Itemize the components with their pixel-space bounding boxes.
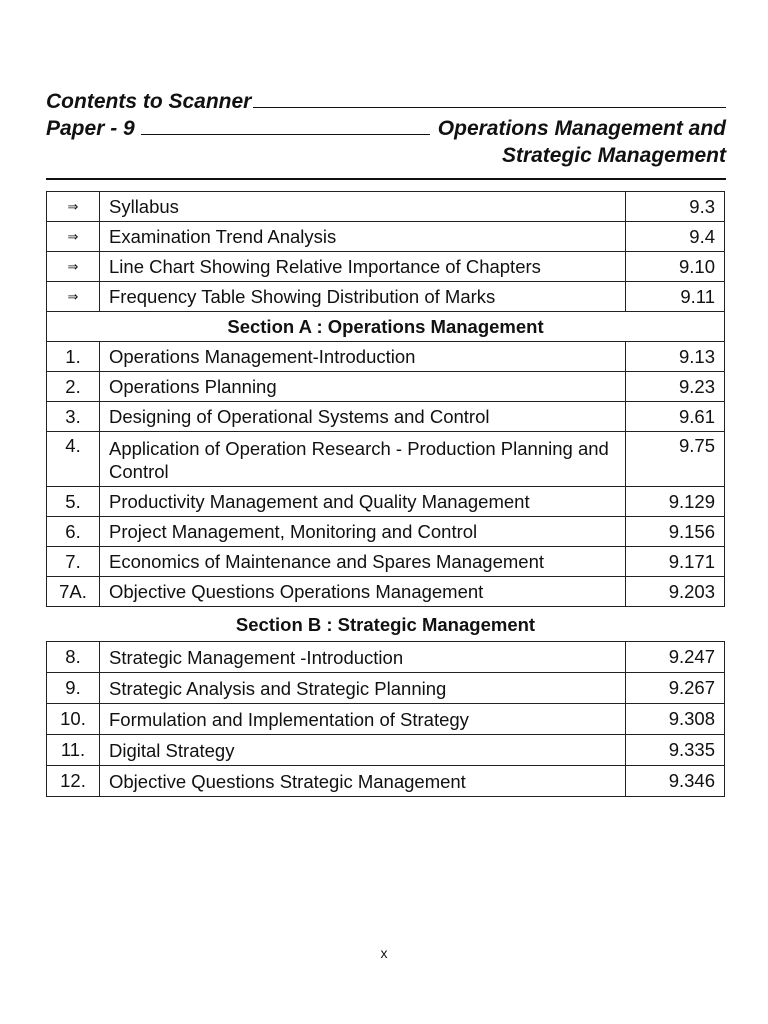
- arrow-icon: ⇒: [47, 282, 100, 312]
- table-row: [47, 432, 725, 487]
- entry-title: Syllabus: [100, 192, 626, 222]
- entry-title: Project Management, Monitoring and Control: [100, 517, 626, 547]
- table-row: [47, 547, 725, 577]
- entry-page: 9.346: [626, 766, 725, 797]
- entry-title: Economics of Maintenance and Spares Management: [100, 547, 626, 577]
- entry-page: 9.13: [626, 342, 725, 372]
- entry-title: Digital Strategy: [100, 735, 626, 766]
- header-line-2: [46, 115, 726, 142]
- paper-rule: [141, 118, 430, 135]
- entry-page: 9.171: [626, 547, 725, 577]
- entry-page: 9.308: [626, 704, 725, 735]
- entry-page: 9.203: [626, 577, 725, 607]
- chapter-number: 4.: [47, 432, 100, 487]
- entry-page: 9.10: [626, 252, 725, 282]
- entry-title: Strategic Management -Introduction: [100, 642, 626, 673]
- chapter-number: 7A.: [47, 577, 100, 607]
- entry-title: Examination Trend Analysis: [100, 222, 626, 252]
- table-row: [47, 372, 725, 402]
- chapter-number: 5.: [47, 487, 100, 517]
- table-row: [47, 222, 725, 252]
- intro-rows: [47, 192, 725, 312]
- entry-title: Designing of Operational Systems and Control: [100, 402, 626, 432]
- table-row: [47, 487, 725, 517]
- entry-page: 9.129: [626, 487, 725, 517]
- entry-title: Objective Questions Strategic Management: [100, 766, 626, 797]
- entry-title: Operations Management-Introduction: [100, 342, 626, 372]
- chapter-number: 12.: [47, 766, 100, 797]
- table-row: [47, 402, 725, 432]
- table-row: [47, 766, 725, 797]
- entry-page: 9.267: [626, 673, 725, 704]
- entry-page: 9.335: [626, 735, 725, 766]
- entry-page: 9.3: [626, 192, 725, 222]
- chapter-number: 11.: [47, 735, 100, 766]
- entry-title: Strategic Analysis and Strategic Planning: [100, 673, 626, 704]
- table-row: [47, 673, 725, 704]
- table-row: [47, 282, 725, 312]
- table-row: [47, 252, 725, 282]
- table-row: [47, 342, 725, 372]
- header-divider: [46, 178, 726, 180]
- chapter-number: 8.: [47, 642, 100, 673]
- entry-page: 9.247: [626, 642, 725, 673]
- page-number: x: [380, 945, 388, 961]
- entry-page: 9.156: [626, 517, 725, 547]
- subject-line-1: Operations Management and: [437, 117, 726, 140]
- entry-page: 9.4: [626, 222, 725, 252]
- table-row: [47, 704, 725, 735]
- entry-title: Application of Operation Research - Production Planning and Control: [100, 432, 626, 487]
- entry-title: Formulation and Implementation of Strategy: [100, 704, 626, 735]
- chapter-number: 2.: [47, 372, 100, 402]
- chapter-number: 3.: [47, 402, 100, 432]
- section-a: [47, 312, 725, 607]
- arrow-icon: ⇒: [47, 222, 100, 252]
- entry-page: 9.75: [626, 432, 725, 487]
- table-row: [47, 577, 725, 607]
- entry-page: 9.11: [626, 282, 725, 312]
- table-row: [47, 642, 725, 673]
- entry-title: Operations Planning: [100, 372, 626, 402]
- arrow-icon: ⇒: [47, 252, 100, 282]
- chapter-number: 9.: [47, 673, 100, 704]
- chapter-number: 10.: [47, 704, 100, 735]
- arrow-icon: ⇒: [47, 192, 100, 222]
- table-row: [47, 192, 725, 222]
- entry-page: 9.61: [626, 402, 725, 432]
- entry-title: Frequency Table Showing Distribution of Marks: [100, 282, 626, 312]
- chapter-number: 6.: [47, 517, 100, 547]
- entry-page: 9.23: [626, 372, 725, 402]
- table-row: [47, 517, 725, 547]
- paper-label: Paper - 9: [46, 117, 135, 140]
- section-b-heading: Section B : Strategic Management: [235, 614, 536, 635]
- contents-title: Contents to Scanner: [46, 90, 252, 113]
- chapter-number: 7.: [47, 547, 100, 577]
- section-a-heading: Section A : Operations Management: [47, 312, 725, 342]
- section-b: [47, 642, 725, 797]
- document-header: [46, 88, 726, 169]
- table-row: [47, 735, 725, 766]
- entry-title: Objective Questions Operations Management: [100, 577, 626, 607]
- title-rule: [253, 91, 726, 108]
- entry-title: Productivity Management and Quality Management: [100, 487, 626, 517]
- entry-title: Line Chart Showing Relative Importance of Chapters: [100, 252, 626, 282]
- section-heading-row: [47, 312, 725, 342]
- header-line-1: [46, 88, 726, 115]
- subject-line-2: Strategic Management: [501, 144, 726, 167]
- contents-table-b: [46, 641, 725, 797]
- contents-table-a: [46, 191, 725, 607]
- chapter-number: 1.: [47, 342, 100, 372]
